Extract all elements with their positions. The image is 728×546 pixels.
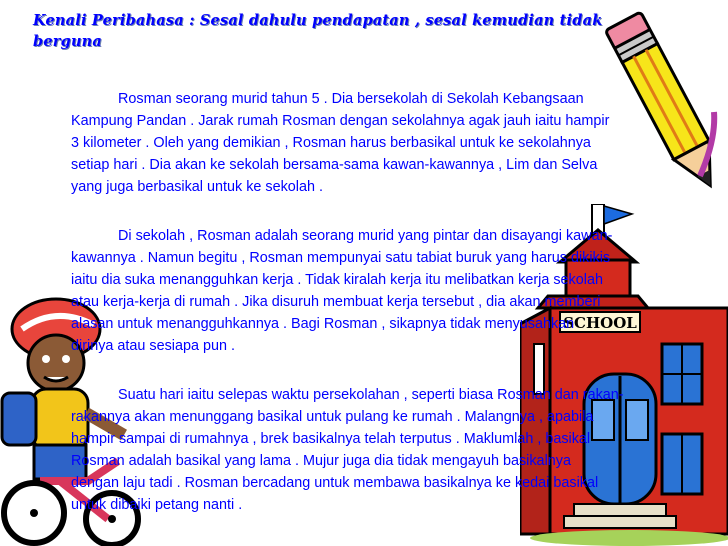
paragraph-line: 3 kilometer . Oleh yang demikian , Rosman harus berbasikal untuk ke sekolahnya bbox=[71, 135, 591, 151]
paragraph-line: setiap hari . Dia akan ke sekolah bersama-sama kawan-kawannya , Lim dan Selva bbox=[71, 157, 598, 173]
paragraph-line: rakannya akan menunggang basikal untuk pulang ke rumah . Malangnya , apabila bbox=[71, 409, 594, 425]
paragraph-line: dengan laju tadi . Rosman bercadang untuk membawa basikalnya ke kedai basikal bbox=[71, 475, 599, 491]
paragraph-line: Di sekolah , Rosman adalah seorang murid yang pintar dan disayangi kawan- bbox=[118, 228, 613, 244]
school-sign: SCHOOL bbox=[563, 314, 637, 332]
paragraph-line: Suatu hari iaitu selepas waktu persekolahan , seperti biasa Rosman dan rakan- bbox=[118, 387, 624, 403]
paragraph-line: Rosman adalah basikal yang lama . Mujur juga dia tidak mengayuh basikalnya bbox=[71, 453, 571, 469]
paragraph-line: iaitu dia suka menangguhkan kerja . Tidak kiralah kerja itu melibatkan kerja sekolah bbox=[71, 272, 603, 288]
paragraph-line: alasan untuk menangguhkannya . Bagi Rosman , sikapnya tidak menyusahkan bbox=[71, 316, 575, 332]
paragraph-2 bbox=[71, 225, 681, 357]
paragraph-3 bbox=[71, 384, 681, 516]
paragraph-line: kawannya . Namun begitu , Rosman mempunyai satu tabiat buruk yang harus dikikis bbox=[71, 250, 611, 266]
paragraph-line: hampir sampai di rumahnya , brek basikalnya telah terputus . Maklumlah , basikal bbox=[71, 431, 591, 447]
paragraph-line: atau kerja-kerja di rumah . Jika disuruh membuat kerja tersebut , dia akan memberi bbox=[71, 294, 601, 310]
paragraph-1 bbox=[71, 88, 681, 198]
paragraph-line: untuk dibaiki petang nanti . bbox=[71, 497, 243, 513]
paragraph-line: dirinya atau sesiapa pun . bbox=[71, 338, 236, 354]
story-body bbox=[71, 88, 681, 543]
slide-title: Kenali Peribahasa : Sesal dahulu pendapatan , sesal kemudian tidak berguna bbox=[33, 12, 603, 50]
paragraph-line: Kampung Pandan . Jarak rumah Rosman dengan sekolahnya agak jauh iaitu hampir bbox=[71, 113, 610, 129]
paragraph-line: Rosman seorang murid tahun 5 . Dia bersekolah di Sekolah Kebangsaan bbox=[118, 91, 584, 107]
paragraph-line: yang juga berbasikal untuk ke sekolah . bbox=[71, 179, 323, 195]
